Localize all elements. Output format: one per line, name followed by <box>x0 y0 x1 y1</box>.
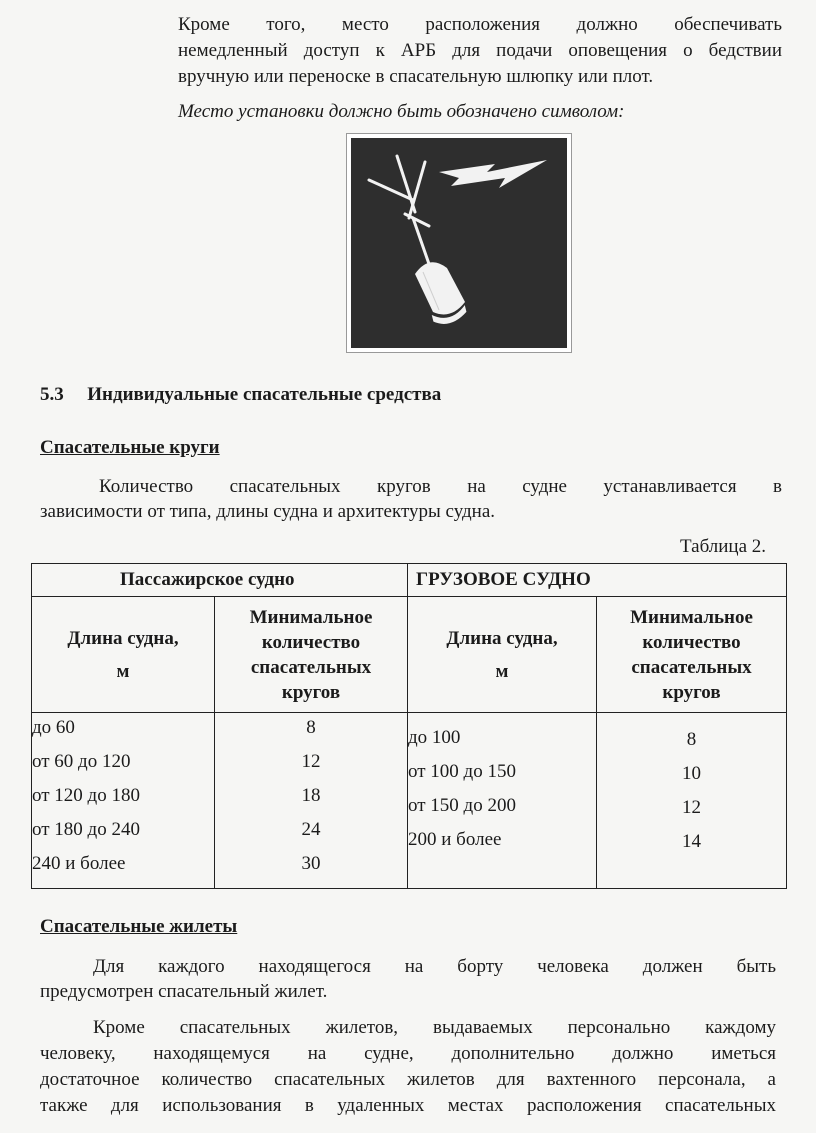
symbol-note: Место установки должно быть обозначено символом: <box>178 101 625 122</box>
table-row: до 60 <box>32 717 75 738</box>
passenger-col-length <box>32 597 215 713</box>
lifejackets-p2-line-3: достаточное количество спасательных жилетов для вахтенного персонала, а <box>40 1069 776 1090</box>
cargo-counts <box>597 713 787 889</box>
passenger-header <box>32 564 408 597</box>
passenger-lengths <box>32 713 215 889</box>
table-row: от 150 до 200 <box>408 795 516 816</box>
table-caption: Таблица 2. <box>680 536 767 557</box>
table-row: от 180 до 240 <box>32 819 140 840</box>
cargo-col-min <box>597 597 787 713</box>
lifejackets-p1-line-2: предусмотрен спасательный жилет. <box>40 981 328 1002</box>
passenger-col-min-line-1: Минимальное <box>249 606 373 628</box>
cargo-header-label: ГРУЗОВОЕ СУДНО <box>416 569 591 590</box>
lifebuoys-paragraph-line-2: зависимости от типа, длины судна и архитектуры судна. <box>40 501 496 522</box>
table-cell-count: 8 <box>686 729 697 750</box>
table-row: от 120 до 180 <box>32 785 140 806</box>
cargo-col-length-label: Длина судна, <box>446 627 558 649</box>
intro-line-3: вручную или переноске в спасательную шлюпку или плот. <box>178 66 654 87</box>
table-row: от 100 до 150 <box>408 761 516 782</box>
table-cell-count: 30 <box>301 853 321 874</box>
section-title: Индивидуальные спасательные средства <box>87 384 442 405</box>
cargo-col-length-unit: м <box>495 660 509 682</box>
passenger-col-length-label: Длина судна, <box>67 627 179 649</box>
cargo-col-min-line-1: Минимальное <box>630 606 753 628</box>
table-row: 240 и более <box>32 853 126 874</box>
lifejackets-p2-line-4: также для использования в удаленных местах расположения спасательных <box>40 1095 776 1116</box>
table-cell-count: 12 <box>301 751 321 772</box>
cargo-col-min-line-3: спасательных <box>631 656 752 678</box>
table-row: от 60 до 120 <box>32 751 131 772</box>
cargo-header <box>408 564 787 597</box>
lifebuoys-paragraph-line-1: Количество спасательных кругов на судне устанавливается в <box>99 476 782 497</box>
passenger-col-min-line-4: кругов <box>281 681 341 703</box>
table-row: 200 и более <box>408 829 502 850</box>
passenger-header-label: Пассажирское судно <box>120 569 295 590</box>
lifejackets-heading: Спасательные жилеты <box>40 916 238 937</box>
table-cell-count: 10 <box>682 763 701 784</box>
passenger-col-min-line-2: количество <box>261 631 361 653</box>
table-cell-count: 18 <box>301 785 321 806</box>
passenger-col-min-line-3: спасательных <box>250 656 372 678</box>
table-cell-count: 24 <box>301 819 321 840</box>
table-cell-count: 8 <box>306 717 316 738</box>
passenger-col-length-unit: м <box>116 660 130 682</box>
lifejackets-p2-line-2: человеку, находящемуся на судне, дополнительно должно иметься <box>40 1043 776 1064</box>
lifebuoy-table <box>31 563 787 889</box>
table-cell-count: 12 <box>682 797 701 818</box>
table-cell-count: 14 <box>682 831 701 852</box>
epirb-location-symbol <box>346 133 572 353</box>
intro-line-2: немедленный доступ к АРБ для подачи оповещения о бедствии <box>178 40 782 61</box>
cargo-col-length <box>408 597 597 713</box>
lifejackets-p1-line-1: Для каждого находящегося на борту человека должен быть <box>93 956 776 977</box>
section-number: 5.3 <box>40 384 64 405</box>
lifebuoys-heading: Спасательные круги <box>40 437 220 458</box>
cargo-lengths <box>408 713 597 889</box>
section-heading <box>40 383 441 406</box>
epirb-symbol-icon <box>347 134 571 352</box>
cargo-col-min-line-4: кругов <box>662 681 721 703</box>
table-row: до 100 <box>408 727 461 748</box>
cargo-col-min-line-2: количество <box>642 631 741 653</box>
passenger-counts <box>215 713 408 889</box>
intro-line-1: Кроме того, место расположения должно обеспечивать <box>178 14 782 35</box>
lifejackets-p2-line-1: Кроме спасательных жилетов, выдаваемых персонально каждому <box>93 1017 776 1038</box>
passenger-col-min <box>215 597 408 713</box>
